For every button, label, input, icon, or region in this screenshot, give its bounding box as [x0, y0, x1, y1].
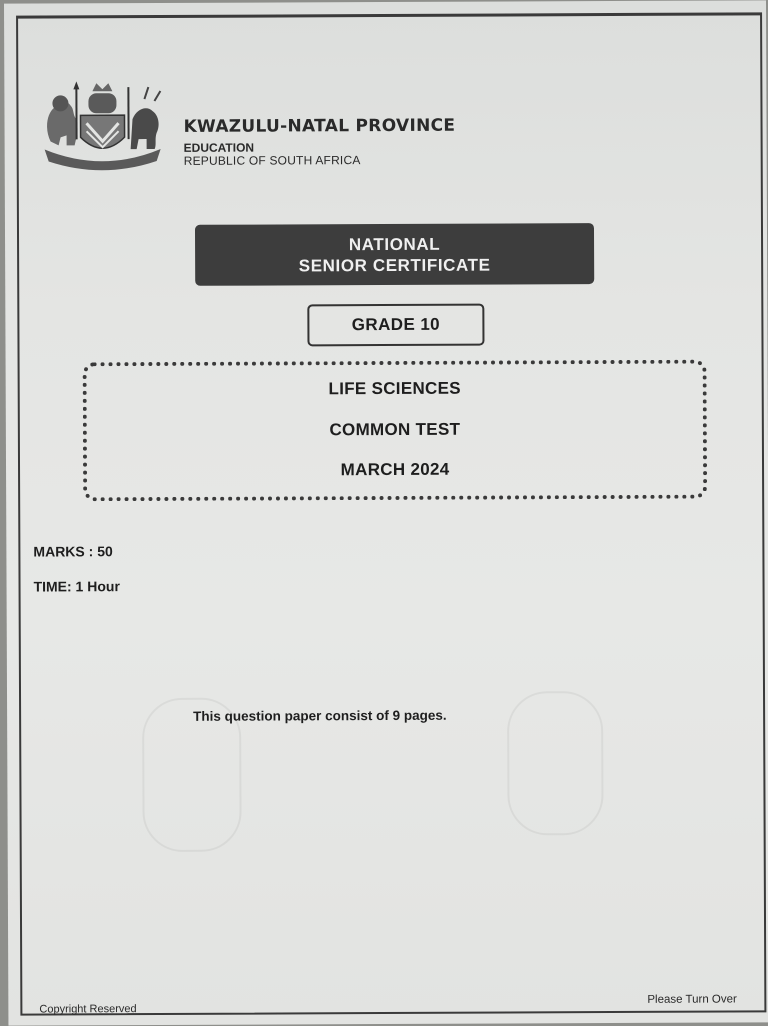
test-name: COMMON TEST: [329, 419, 461, 440]
certificate-banner: [195, 223, 594, 286]
page-count-note: This question paper consist of 9 pages.: [193, 707, 447, 724]
please-turn-over: Please Turn Over: [647, 993, 737, 1006]
subject-name: LIFE SCIENCES: [328, 378, 461, 399]
department-name: EDUCATION: [183, 140, 255, 155]
certificate-line-2: SENIOR CERTIFICATE: [298, 255, 491, 276]
subject-box: [83, 360, 708, 502]
republic-name: REPUBLIC OF SOUTH AFRICA: [183, 153, 361, 168]
marks-info: MARKS : 50: [33, 543, 113, 560]
time-info: TIME: 1 Hour: [33, 578, 120, 595]
test-date: MARCH 2024: [340, 459, 450, 480]
grade-label: GRADE 10: [307, 304, 484, 347]
copyright-notice: Copyright Reserved: [39, 1003, 137, 1016]
show-through-shape: [507, 691, 604, 835]
coat-of-arms-icon: [36, 79, 168, 176]
exam-cover-page: [4, 0, 768, 1025]
certificate-line-1: NATIONAL: [348, 234, 441, 255]
province-name: KWAZULU-NATAL PROVINCE: [183, 115, 456, 137]
